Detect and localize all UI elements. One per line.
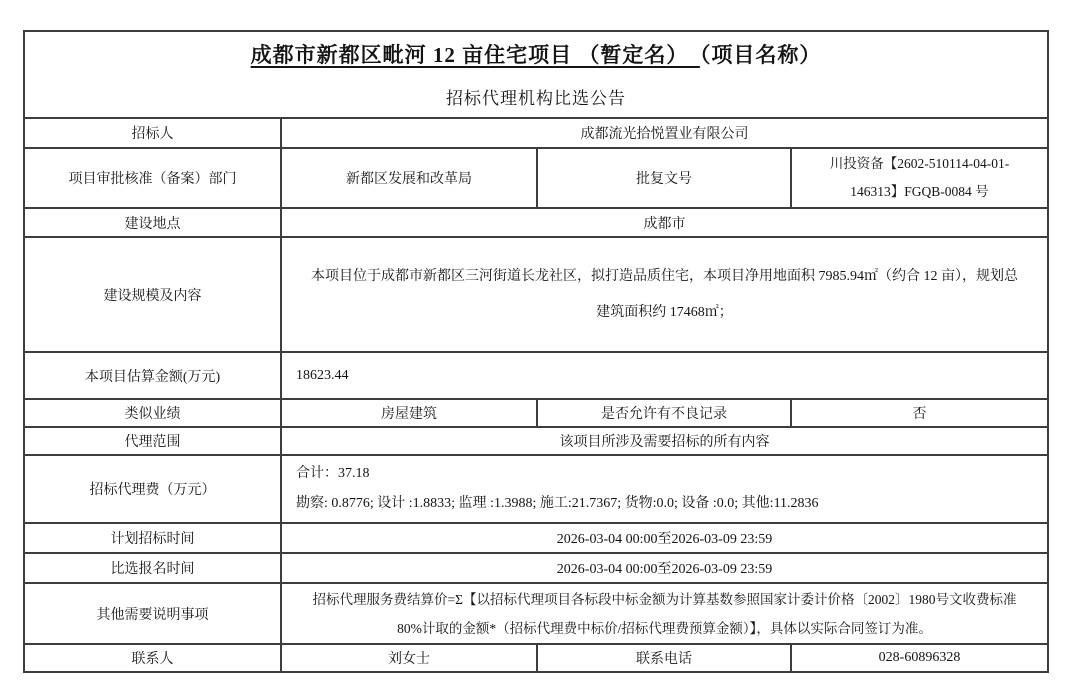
performance-row (24, 399, 1048, 427)
approval-doc-value-line2: 146313】FGQB-0084 号 (850, 184, 989, 200)
contact-row (24, 644, 1048, 672)
agency-fee-total: 合计：37.18 (296, 466, 370, 482)
other-notes-value (281, 583, 1048, 644)
location-row (24, 208, 1048, 237)
agency-fee-label: 招标代理费（万元） (24, 455, 281, 523)
approval-doc-label: 批复文号 (537, 148, 791, 208)
plan-time-label: 计划招标时间 (24, 523, 281, 553)
scale-value-line2: 建筑面积约 17468㎡； (596, 304, 733, 320)
scale-label: 建设规模及内容 (24, 237, 281, 352)
announcement-table (23, 30, 1049, 673)
plan-time-value: 2026-03-04 00:00至2026-03-09 23:59 (281, 523, 1048, 553)
other-notes-label: 其他需要说明事项 (24, 583, 281, 644)
agency-fee-breakdown: 勘察: 0.8776; 设计 :1.8833; 监理 :1.3988; 施工:21.7367; 货物:0.0; 设备 :0.0; 其他:11.2836 (296, 496, 819, 512)
header-row (24, 31, 1048, 118)
page-title (31, 42, 1041, 69)
bidder-value: 成都流光拾悦置业有限公司 (281, 118, 1048, 148)
project-name-underlined: 成都市新都区毗河 12 亩住宅项目 （暂定名） (250, 43, 700, 67)
agency-fee-value (281, 455, 1048, 523)
other-notes-row (24, 583, 1048, 644)
signup-time-label: 比选报名时间 (24, 553, 281, 583)
project-name-suffix: （项目名称） (699, 43, 822, 67)
signup-time-row (24, 553, 1048, 583)
scale-value (281, 237, 1048, 352)
performance-label: 类似业绩 (24, 399, 281, 427)
contact-value: 刘女士 (281, 644, 537, 672)
agency-scope-value: 该项目所涉及需要招标的所有内容 (281, 427, 1048, 455)
performance-value: 房屋建筑 (281, 399, 537, 427)
header-cell (24, 31, 1048, 118)
agency-scope-row (24, 427, 1048, 455)
other-notes-line1: 招标代理服务费结算价=Σ【以招标代理项目各标段中标金额为计算基数参照国家计委计价格〔2002〕1980号文收费标准 (312, 591, 1017, 607)
scale-value-line1: 本项目位于成都市新都区三河街道长龙社区，拟打造品质住宅，本项目净用地面积 7985.94㎡（约合 12 亩），规划总 (311, 268, 1018, 284)
other-notes-line2: 80%计取的金额*（招标代理费中标价/招标代理费预算金额）】，具体以实际合同签订为准。 (397, 620, 932, 636)
bad-record-label: 是否允许有不良记录 (537, 399, 791, 427)
page-subtitle: 招标代理机构比选公告 (446, 89, 626, 109)
contact-phone-value: 028-60896328 (791, 644, 1048, 672)
estimate-row (24, 352, 1048, 399)
approval-row (24, 148, 1048, 208)
approval-doc-value-line1: 川投资备【2602-510114-04-01- (829, 156, 1010, 172)
contact-phone-label: 联系电话 (537, 644, 791, 672)
agency-fee-row (24, 455, 1048, 523)
approval-value: 新都区发展和改革局 (281, 148, 537, 208)
location-label: 建设地点 (24, 208, 281, 237)
approval-doc-value (791, 148, 1048, 208)
signup-time-value: 2026-03-04 00:00至2026-03-09 23:59 (281, 553, 1048, 583)
plan-time-row (24, 523, 1048, 553)
contact-label: 联系人 (24, 644, 281, 672)
bidder-row (24, 118, 1048, 148)
estimate-label: 本项目估算金额(万元) (24, 352, 281, 399)
agency-scope-label: 代理范围 (24, 427, 281, 455)
scale-row (24, 237, 1048, 352)
bad-record-value: 否 (791, 399, 1048, 427)
estimate-value: 18623.44 (281, 352, 1048, 399)
bidder-label: 招标人 (24, 118, 281, 148)
approval-label: 项目审批核准（备案）部门 (24, 148, 281, 208)
location-value: 成都市 (281, 208, 1048, 237)
